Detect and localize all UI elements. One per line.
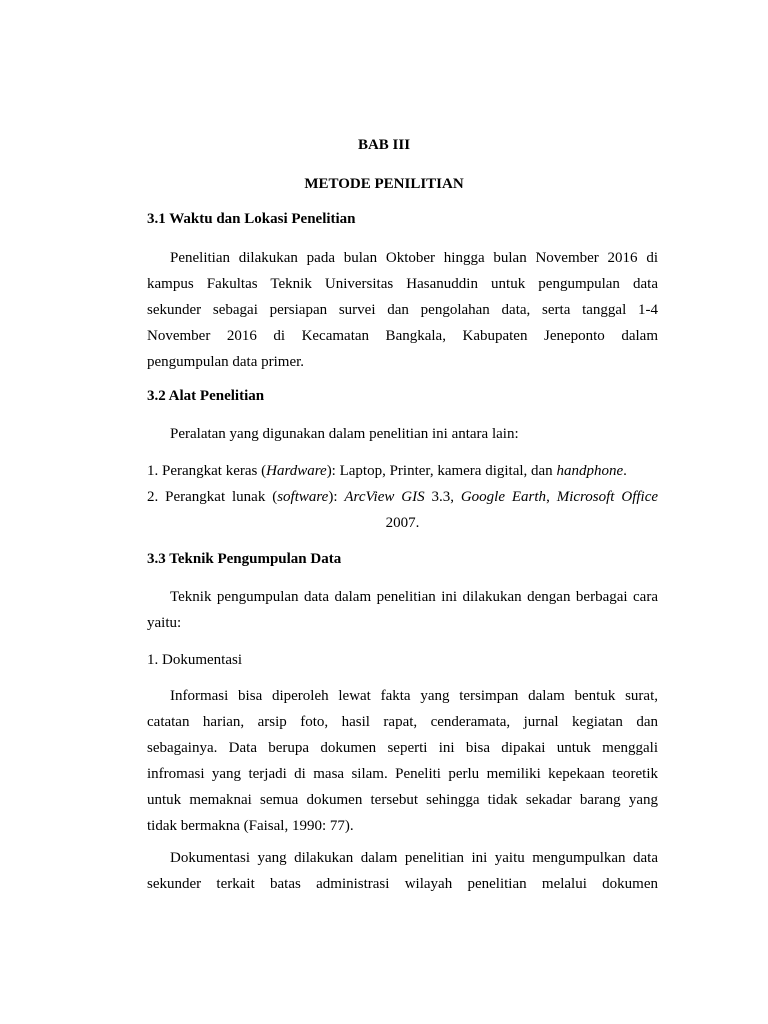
paragraph-3-1 xyxy=(147,245,658,375)
paragraph-line: untuk memaknai semua dokumen tersebut sehingga tidak sekadar barang yang xyxy=(147,792,658,808)
paragraph-line: yaitu: xyxy=(147,615,182,631)
subheading-dokumentasi: 1. Dokumentasi xyxy=(147,652,242,668)
paragraph-line: Dokumentasi yang dilakukan dalam penelitian ini yaitu mengumpulkan data xyxy=(170,850,658,866)
item-text: . xyxy=(623,463,627,479)
paragraph-dokumentasi-2 xyxy=(147,845,658,897)
section-heading-3-1: 3.1 Waktu dan Lokasi Penelitian xyxy=(147,211,356,227)
paragraph-line: November 2016 di Kecamatan Bangkala, Kabupaten Jeneponto dalam xyxy=(147,328,658,344)
item-text: 1. Perangkat keras ( xyxy=(147,463,267,479)
paragraph-line: Penelitian dilakukan pada bulan Oktober hingga bulan November 2016 di xyxy=(170,250,658,266)
item-text: ): Laptop, Printer, kamera digital, dan xyxy=(326,463,557,479)
tools-item-hardware xyxy=(147,458,627,484)
paragraph-line: sekunder terkait batas administrasi wilayah penelitian melalui dokumen xyxy=(147,876,658,892)
section-heading-3-3: 3.3 Teknik Pengumpulan Data xyxy=(147,551,342,567)
paragraph-3-2-intro xyxy=(147,421,658,447)
chapter-label: BAB III xyxy=(357,137,411,153)
paragraph-line: Teknik pengumpulan data dalam penelitian ini dilakukan dengan berbagai cara xyxy=(170,589,658,605)
item-italic: Microsoft Office xyxy=(556,489,659,505)
paragraph-line: tidak bermakna (Faisal, 1990: 77). xyxy=(147,818,354,834)
item-text: 3.3, xyxy=(424,489,461,505)
item-italic: handphone xyxy=(556,463,624,479)
item-italic: Google Earth xyxy=(460,489,547,505)
paragraph-line: Peralatan yang digunakan dalam penelitian ini antara lain: xyxy=(170,426,519,442)
item-line: 2007. xyxy=(385,515,420,531)
tools-item-software xyxy=(147,484,658,536)
section-heading-3-2: 3.2 Alat Penelitian xyxy=(147,388,265,404)
paragraph-line: Informasi bisa diperoleh lewat fakta yang tersimpan dalam bentuk surat, xyxy=(170,688,658,704)
paragraph-line: kampus Fakultas Teknik Universitas Hasanuddin untuk pengumpulan data xyxy=(147,276,658,292)
paragraph-line: sebagainya. Data berupa dokumen seperti ini bisa dipakai untuk menggali xyxy=(147,740,658,756)
paragraph-3-3-intro xyxy=(147,584,658,636)
paragraph-line: infromasi yang terjadi di masa silam. Peneliti perlu memiliki kepekaan teoretik xyxy=(147,766,658,782)
paragraph-line: pengumpulan data primer. xyxy=(147,354,305,370)
item-italic: Hardware xyxy=(266,463,327,479)
item-text: , xyxy=(546,489,557,505)
paragraph-dokumentasi-1 xyxy=(147,683,658,839)
paragraph-line: sekunder sebagai persiapan survei dan pengolahan data, serta tanggal 1-4 xyxy=(147,302,658,318)
item-line xyxy=(147,484,658,510)
paragraph-line: catatan harian, arsip foto, hasil rapat, cenderamata, jurnal kegiatan dan xyxy=(147,714,658,730)
item-text: 2. Perangkat lunak ( xyxy=(147,489,278,505)
chapter-title: METODE PENILITIAN xyxy=(304,176,464,192)
item-italic: software xyxy=(277,489,329,505)
item-text: ): xyxy=(328,489,345,505)
item-italic: ArcView GIS xyxy=(344,489,425,505)
